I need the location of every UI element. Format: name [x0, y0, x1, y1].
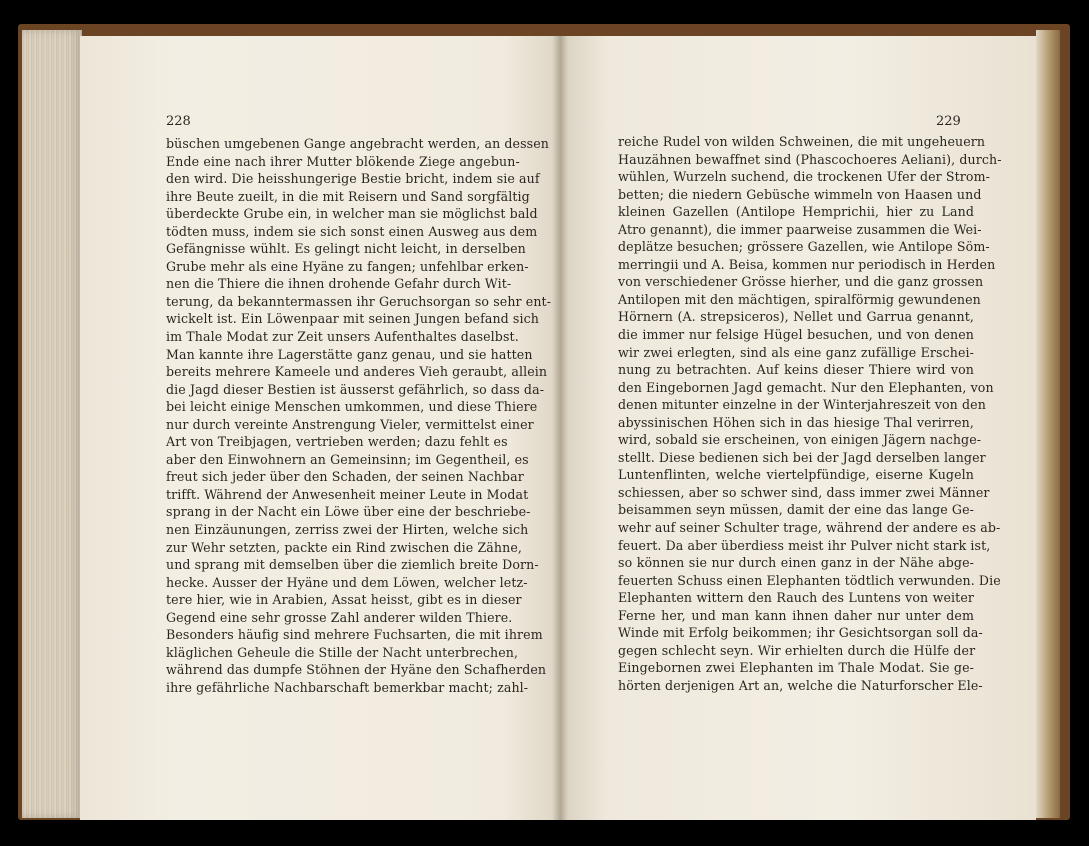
text-line: von verschiedener Grösse hierher, und die ganz grossen — [618, 274, 984, 290]
text-line: Elephanten wittern den Rauch des Luntens von weiter — [618, 590, 974, 606]
text-line: Ende eine nach ihrer Mutter blökende Ziege angebun- — [166, 153, 520, 169]
page-edges-right — [1036, 30, 1060, 818]
text-line: nen Einzäunungen, zerriss zwei der Hirten, welche sich — [166, 522, 529, 538]
text-line: die immer nur felsige Hügel besuchen, und von denen — [618, 327, 974, 343]
text-line: Hauzähnen bewaffnet sind (Phascochoeres Aeliani), durch- — [618, 151, 1002, 167]
text-line: und sprang mit demselben über die ziemlich breite Dorn- — [166, 557, 539, 573]
text-line: wehr auf seiner Schulter trage, während der andere es ab- — [618, 520, 1001, 536]
text-line: freut sich jeder über den Schaden, der seinen Nachbar — [166, 469, 524, 485]
text-line: feuerten Schuss einen Elephanten tödtlich verwunden. Die — [618, 572, 1001, 588]
book-gutter — [552, 36, 568, 820]
page-number-right: 229 — [936, 114, 961, 129]
text-line: büschen umgebenen Gange angebracht werden, an dessen — [166, 136, 549, 151]
text-line: hecke. Ausser der Hyäne und dem Löwen, welcher letz- — [166, 574, 528, 590]
text-line: nur durch vereinte Anstrengung Vieler, vermittelst einer — [166, 416, 534, 432]
text-line: schiessen, aber so schwer sind, dass immer zwei Männer — [618, 484, 990, 500]
text-line: Hörnern (A. strepsiceros), Nellet und Garrua genannt, — [618, 309, 974, 325]
text-line: wir zwei erlegten, sind als eine ganz zufällige Erschei- — [618, 344, 974, 360]
text-line: tere hier, wie in Arabien, Assat heisst, gibt es in dieser — [166, 592, 522, 608]
text-line: stellt. Diese bedienen sich bei der Jagd derselben langer — [618, 449, 986, 465]
text-line: Grube mehr als eine Hyäne zu fangen; unfehlbar erken- — [166, 258, 529, 274]
text-line: denen mitunter einzelne in der Winterjahreszeit von den — [618, 397, 986, 413]
text-line: tödten muss, indem sie sich sonst einen Ausweg aus dem — [166, 223, 538, 239]
text-line: den wird. Die heisshungerige Bestie bricht, indem sie auf — [166, 171, 540, 187]
text-line: Winde mit Erfolg beikommen; ihr Gesichtsorgan soll da- — [618, 625, 983, 641]
text-line: Atro genannt), die immer paarweise zusammen die Wei- — [618, 221, 982, 237]
text-line: kläglichen Geheule die Stille der Nacht unterbrechen, — [166, 644, 519, 660]
left-page — [80, 36, 560, 820]
text-line: den Eingebornen Jagd gemacht. Nur den Elephanten, von — [618, 379, 994, 395]
page-edges-left — [22, 30, 82, 818]
text-line: ihre Beute zueilt, in die mit Reisern und Sand sorgfältig — [166, 188, 530, 204]
text-line: wickelt ist. Ein Löwenpaar mit seinen Jungen befand sich — [166, 311, 539, 327]
text-line: Eingebornen zwei Elephanten im Thale Modat. Sie ge- — [618, 660, 974, 676]
text-line: merringii und A. Beisa, kommen nur periodisch in Herden — [618, 256, 996, 272]
text-line: reiche Rudel von wilden Schweinen, die mit ungeheuern — [618, 134, 986, 149]
text-line: Besonders häufig sind mehrere Fuchsarten, die mit ihrem — [166, 627, 543, 643]
text-line: betten; die niedern Gebüsche wimmeln von Haasen und — [618, 186, 982, 202]
text-line: wird, sobald sie erscheinen, von einigen Jägern nachge- — [618, 432, 982, 448]
text-line: gegen schlecht seyn. Wir erhielten durch die Hülfe der — [618, 642, 976, 658]
text-line: kleinen Gazellen (Antilope Hemprichii, hier zu Land — [618, 204, 974, 220]
text-line: Antilopen mit den mächtigen, spiralförmig gewundenen — [618, 291, 981, 307]
text-line: terung, da bekanntermassen ihr Geruchsorgan so sehr ent- — [166, 293, 552, 309]
text-line: im Thale Modat zur Zeit unsers Aufenthaltes daselbst. — [166, 329, 519, 345]
text-line: aber den Einwohnern an Gemeinsinn; im Gegentheil, es — [166, 451, 529, 467]
text-line: deplätze besuchen; grössere Gazellen, wie Antilope Söm- — [618, 239, 990, 255]
left-page-text — [166, 135, 552, 697]
text-line: hörten derjenigen Art an, welche die Naturforscher Ele- — [618, 677, 983, 693]
text-line: nen die Thiere die ihnen drohende Gefahr durch Wit- — [166, 276, 512, 292]
text-line: beisammen seyn müssen, damit der eine das lange Ge- — [618, 502, 974, 518]
text-line: Gefängnisse wühlt. Es gelingt nicht leicht, in derselben — [166, 241, 526, 257]
text-line: während das dumpfe Stöhnen der Hyäne den Schafherden — [166, 662, 547, 678]
text-line: Art von Treibjagen, vertrieben werden; dazu fehlt es — [166, 434, 508, 450]
text-line: trifft. Während der Anwesenheit meiner Leute in Modat — [166, 486, 529, 502]
text-line: bereits mehrere Kameele und anderes Vieh geraubt, allein — [166, 364, 548, 380]
text-line: feuert. Da aber überdiess meist ihr Pulver nicht stark ist, — [618, 537, 991, 553]
text-line: zur Wehr setzten, packte ein Rind zwischen die Zähne, — [166, 539, 522, 555]
text-line: Gegend eine sehr grosse Zahl anderer wilden Thiere. — [166, 609, 513, 625]
text-line: nung zu betrachten. Auf keins dieser Thiere wird von — [618, 362, 974, 378]
text-line: die Jagd dieser Bestien ist äusserst gefährlich, so dass da- — [166, 381, 545, 397]
text-line: ihre gefährliche Nachbarschaft bemerkbar macht; zahl- — [166, 679, 529, 695]
text-line: so können sie nur durch einen ganz in der Nähe abge- — [618, 555, 974, 571]
right-page-text — [618, 133, 1002, 695]
text-line: überdeckte Grube ein, in welcher man sie möglichst bald — [166, 206, 538, 222]
text-line: wühlen, Wurzeln suchend, die trockenen Ufer der Strom- — [618, 169, 990, 185]
text-line: bei leicht einige Menschen umkommen, und diese Thiere — [166, 399, 538, 415]
text-line: Man kannte ihre Lagerstätte ganz genau, und sie hatten — [166, 346, 533, 362]
text-line: Ferne her, und man kann ihnen daher nur unter dem — [618, 607, 974, 623]
right-page — [560, 36, 1036, 820]
page-number-left: 228 — [166, 114, 191, 129]
text-line: Luntenflinten, welche viertelpfündige, eiserne Kugeln — [618, 467, 974, 483]
text-line: sprang in der Nacht ein Löwe über eine der beschriebe- — [166, 504, 531, 520]
text-line: abyssinischen Höhen sich in das hiesige Thal verirren, — [618, 414, 974, 430]
